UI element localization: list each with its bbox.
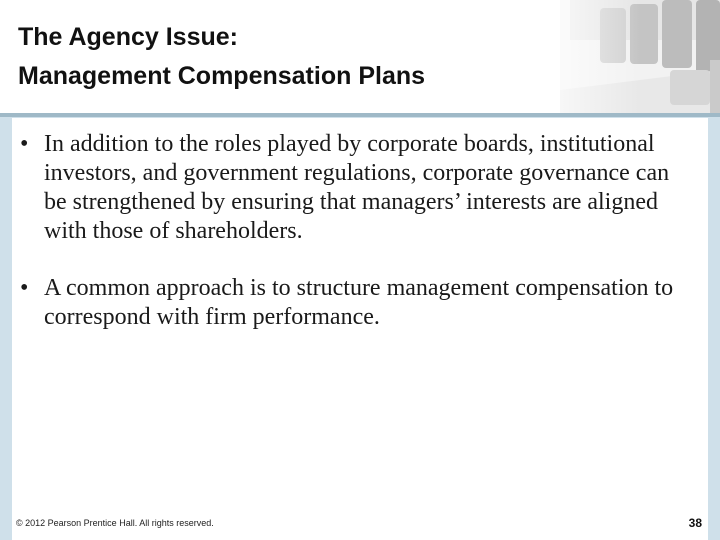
bullet-text: In addition to the roles played by corporate boards, institutional investors, and government regulations, corporate governance can be strengthened by ensuring that managers’ interests are aligned with those of shareholders. [44,131,670,244]
bullet-item [12,130,682,246]
bullet-item [12,274,682,332]
title-divider [0,113,720,117]
title-image-fade [520,0,640,113]
bullet-list [12,130,682,360]
title-band [0,0,720,113]
slide-title-line-1: The Agency Issue: [18,23,238,51]
content-panel [12,118,708,498]
page-number: 38 [688,516,702,530]
bullet-icon: • [20,275,29,301]
slide-title [18,18,425,96]
bullet-text: A common approach is to structure management compensation to correspond with firm performance. [44,275,674,330]
copyright-text: © 2012 Pearson Prentice Hall. All rights reserved. [16,518,214,528]
footer [12,498,708,540]
slide-title-line-2: Management Compensation Plans [18,62,426,90]
bullet-icon: • [20,131,29,157]
